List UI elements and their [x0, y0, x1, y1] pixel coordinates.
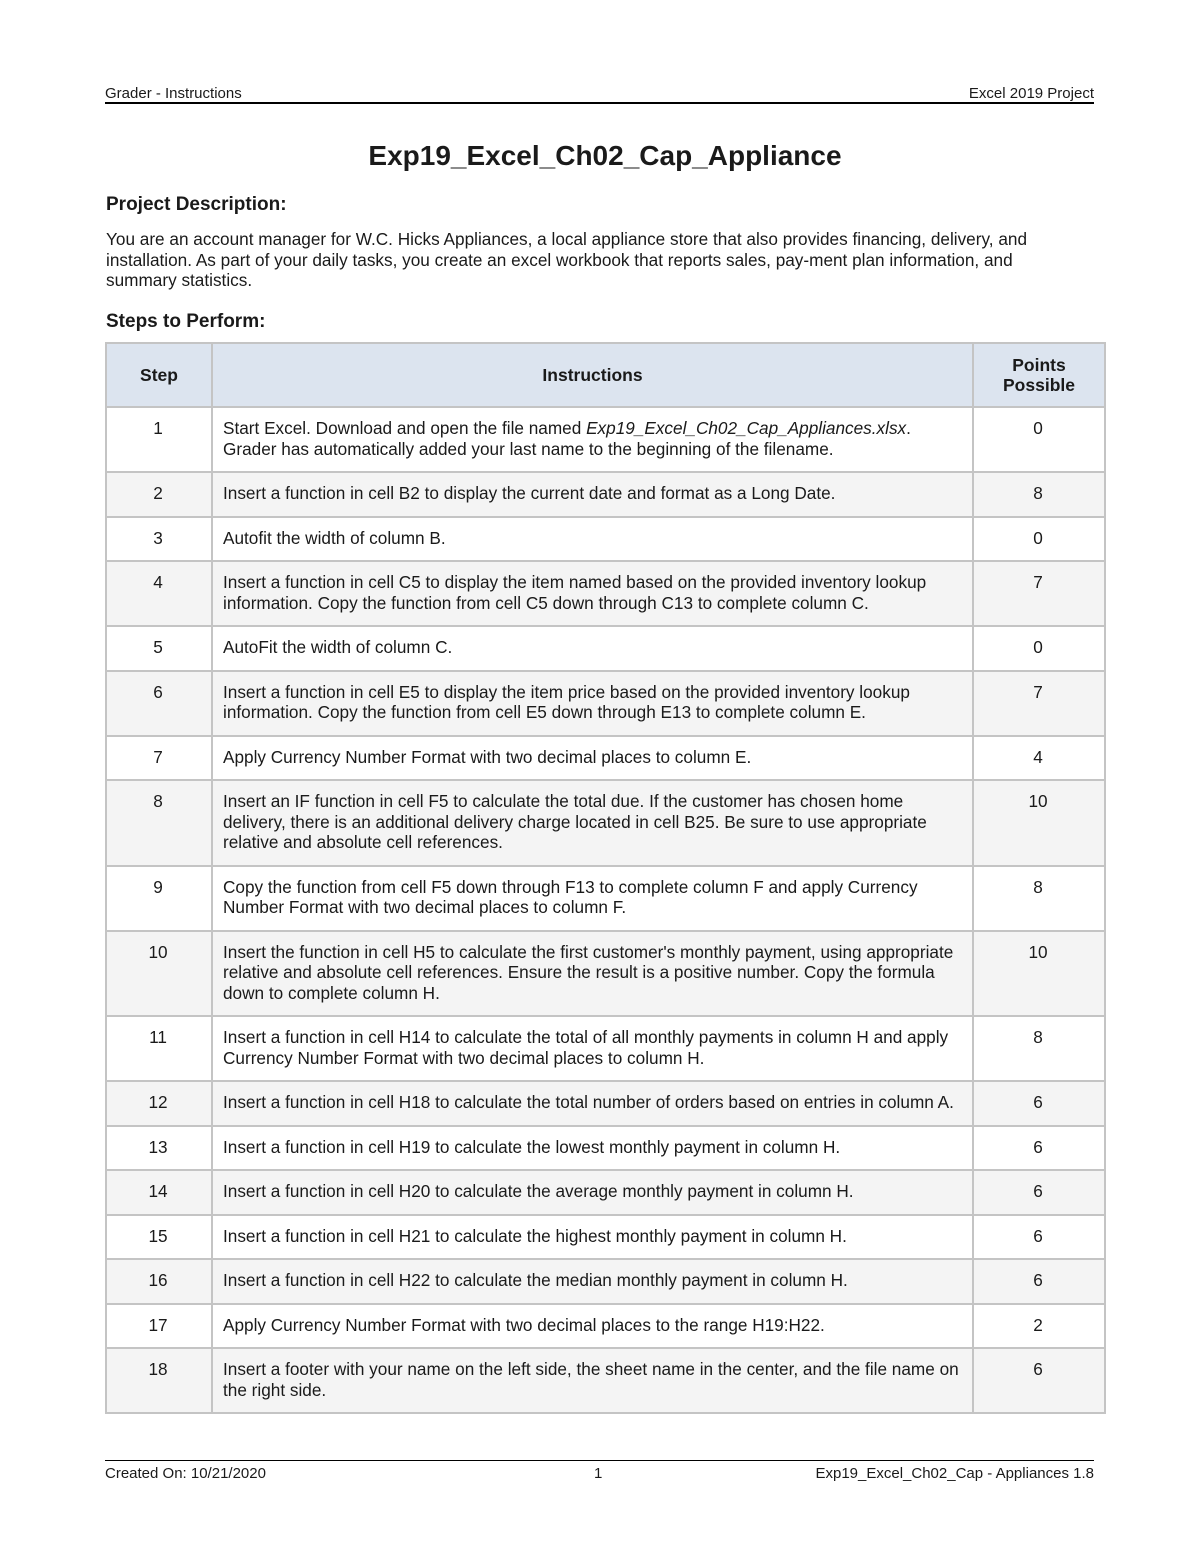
step-number: 6: [106, 671, 212, 736]
table-row: [106, 780, 1105, 866]
step-points: 7: [973, 671, 1105, 736]
step-points: 6: [973, 1081, 1105, 1126]
step-instruction: AutoFit the width of column C.: [212, 626, 973, 671]
step-number: 4: [106, 561, 212, 626]
step-instruction: Insert a footer with your name on the left side, the sheet name in the center, and the file name on the right side.: [212, 1348, 973, 1413]
step-points: 2: [973, 1304, 1105, 1349]
table-row: [106, 561, 1105, 626]
step-instruction: Autofit the width of column B.: [212, 517, 973, 562]
step-instruction: Insert an IF function in cell F5 to calculate the total due. If the customer has chosen home delivery, there is an additional delivery charge located in cell B25. Be sure to use appropriate relative and absolute cell references.: [212, 780, 973, 866]
table-row: [106, 1215, 1105, 1260]
step-instruction: Insert a function in cell H19 to calculate the lowest monthly payment in column H.: [212, 1126, 973, 1171]
header-right: Excel 2019 Project: [968, 85, 1094, 102]
step-points: 7: [973, 561, 1105, 626]
step-instruction: Insert a function in cell C5 to display the item named based on the provided inventory lookup information. Copy the function from cell C5 down through C13 to complete column C.: [212, 561, 973, 626]
step-points: 8: [973, 472, 1105, 517]
step-instruction: Apply Currency Number Format with two decimal places to the range H19:H22.: [212, 1304, 973, 1349]
page-header: [105, 82, 1094, 102]
table-header-row: [106, 343, 1105, 407]
step-number: 17: [106, 1304, 212, 1349]
step-instruction: Insert a function in cell H21 to calculate the highest monthly payment in column H.: [212, 1215, 973, 1260]
table-row: [106, 866, 1105, 931]
step-number: 10: [106, 931, 212, 1017]
instruction-text: Start Excel. Download and open the file named: [223, 418, 587, 438]
step-number: 8: [106, 780, 212, 866]
step-points: 8: [973, 1016, 1105, 1081]
step-number: 3: [106, 517, 212, 562]
step-number: 13: [106, 1126, 212, 1171]
step-number: 16: [106, 1259, 212, 1304]
table-row: [106, 1081, 1105, 1126]
step-number: 2: [106, 472, 212, 517]
step-points: 10: [973, 780, 1105, 866]
step-number: 5: [106, 626, 212, 671]
table-row: [106, 1016, 1105, 1081]
step-points: 6: [973, 1348, 1105, 1413]
step-number: 18: [106, 1348, 212, 1413]
footer-page-number: 1: [594, 1465, 603, 1482]
table-row: [106, 626, 1105, 671]
step-points: 8: [973, 866, 1105, 931]
step-instruction: Apply Currency Number Format with two decimal places to column E.: [212, 736, 973, 781]
table-row: [106, 736, 1105, 781]
project-description-text: You are an account manager for W.C. Hicks Appliances, a local appliance store that also provides financing, delivery, and installation. As part of your daily tasks, you create an excel workbook that reports sales, pay-ment plan information, and summary statistics.: [106, 229, 1028, 290]
step-points: 6: [973, 1126, 1105, 1171]
page-title: Exp19_Excel_Ch02_Cap_Appliance: [368, 140, 842, 171]
step-instruction: Insert the function in cell H5 to calculate the first customer's monthly payment, using appropriate relative and absolute cell references. Ensure the result is a positive number. Copy the formula down to complete column H.: [212, 931, 973, 1017]
step-number: 11: [106, 1016, 212, 1081]
step-instruction: [212, 407, 973, 472]
step-number: 12: [106, 1081, 212, 1126]
page-footer: [105, 1465, 1094, 1485]
footer-right: Exp19_Excel_Ch02_Cap - Appliances 1.8: [815, 1465, 1094, 1482]
table-row: [106, 1126, 1105, 1171]
step-number: 7: [106, 736, 212, 781]
step-instruction: Insert a function in cell H18 to calculate the total number of orders based on entries in column A.: [212, 1081, 973, 1126]
step-points: 6: [973, 1170, 1105, 1215]
column-header-instructions: Instructions: [212, 343, 973, 407]
steps-body: [106, 407, 1105, 1413]
step-number: 14: [106, 1170, 212, 1215]
step-points: 10: [973, 931, 1105, 1017]
table-row: [106, 671, 1105, 736]
step-points: 0: [973, 407, 1105, 472]
step-instruction: Insert a function in cell B2 to display the current date and format as a Long Date.: [212, 472, 973, 517]
step-number: 15: [106, 1215, 212, 1260]
steps-table: [105, 342, 1106, 1414]
steps-heading: Steps to Perform:: [106, 311, 266, 332]
column-header-points: Points Possible: [973, 343, 1105, 407]
table-row: [106, 931, 1105, 1017]
footer-rule: [105, 1460, 1094, 1461]
table-row: [106, 517, 1105, 562]
step-points: 0: [973, 626, 1105, 671]
table-row: [106, 472, 1105, 517]
step-points: 4: [973, 736, 1105, 781]
table-row: [106, 1259, 1105, 1304]
table-row: [106, 407, 1105, 472]
step-instruction: Insert a function in cell H20 to calculate the average monthly payment in column H.: [212, 1170, 973, 1215]
table-row: [106, 1348, 1105, 1413]
step-instruction: Insert a function in cell E5 to display the item price based on the provided inventory lookup information. Copy the function from cell E5 down through E13 to complete column E.: [212, 671, 973, 736]
footer-left: Created On: 10/21/2020: [105, 1465, 266, 1482]
step-number: 1: [106, 407, 212, 472]
table-row: [106, 1170, 1105, 1215]
step-instruction: Copy the function from cell F5 down through F13 to complete column F and apply Currency Number Format with two decimal places to column F.: [212, 866, 973, 931]
step-instruction: Insert a function in cell H14 to calculate the total of all monthly payments in column H and apply Currency Number Format with two decimal places to column H.: [212, 1016, 973, 1081]
header-rule: [105, 102, 1094, 104]
step-points: 0: [973, 517, 1105, 562]
step-number: 9: [106, 866, 212, 931]
step-instruction: Insert a function in cell H22 to calculate the median monthly payment in column H.: [212, 1259, 973, 1304]
project-description-heading: Project Description:: [106, 194, 287, 215]
step-points: 6: [973, 1259, 1105, 1304]
column-header-step: Step: [106, 343, 212, 407]
header-left: Grader - Instructions: [105, 85, 242, 102]
table-row: [106, 1304, 1105, 1349]
step-points: 6: [973, 1215, 1105, 1260]
instruction-text: . Grader has automatically added your last name to the beginning of the filename.: [223, 418, 911, 459]
instruction-filename: Exp19_Excel_Ch02_Cap_Appliances.xlsx: [586, 418, 907, 438]
